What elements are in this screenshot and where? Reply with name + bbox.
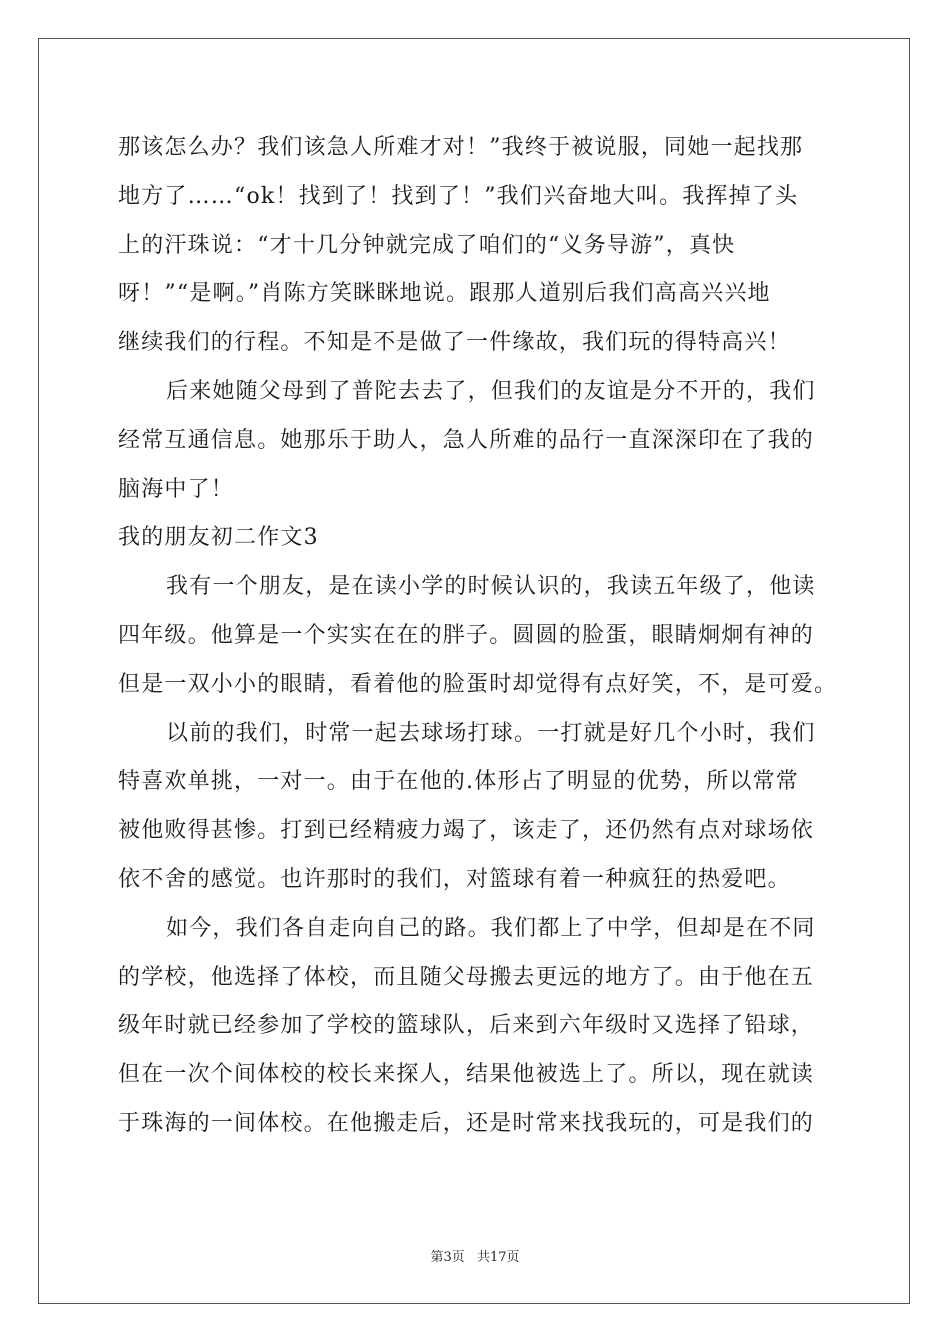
text-line: 依不舍的感觉。也许那时的我们，对篮球有着一种疯狂的热爱吧。: [118, 866, 791, 892]
section-heading: 我的朋友初二作文3: [118, 525, 319, 551]
text-line: 脑海中了！: [118, 476, 235, 502]
text-line: 但在一次个间体校的校长来探人，结果他被选上了。所以，现在就读: [118, 1062, 815, 1088]
text-line: 的学校，他选择了体校，而且随父母搬去更远的地方了。由于他在五: [118, 964, 815, 990]
document-body: [118, 124, 838, 1149]
text-line: 上的汗珠说：“才十几分钟就完成了咱们的“义务导游”，真快: [118, 232, 736, 258]
text-line: 呀！”“是啊。”肖陈方笑眯眯地说。跟那人道别后我们高高兴兴地: [118, 281, 771, 307]
text-line: 以前的我们，时常一起去球场打球。一打就是好几个小时，我们: [166, 720, 816, 746]
text-line: 我有一个朋友，是在读小学的时候认识的，我读五年级了，他读: [166, 574, 816, 600]
text-line: 经常互通信息。她那乐于助人，急人所难的品行一直深深印在了我的: [118, 427, 815, 453]
text-line: 但是一双小小的眼睛，看着他的脸蛋时却觉得有点好笑，不，是可爱。: [118, 671, 838, 697]
page-number: 第3页: [430, 1250, 465, 1265]
text-line: 继续我们的行程。不知是不是做了一件缘故，我们玩的得特高兴！: [118, 330, 791, 356]
page-total: 共17页: [476, 1250, 520, 1265]
text-line: 后来她随父母到了普陀去去了，但我们的友谊是分不开的，我们: [166, 378, 816, 404]
text-line: 如今，我们各自走向自己的路。我们都上了中学，但却是在不同: [166, 915, 816, 941]
page-footer: [0, 1246, 950, 1265]
text-line: 被他败得甚惨。打到已经精疲力竭了，该走了，还仍然有点对球场依: [118, 818, 815, 844]
text-line: 级年时就已经参加了学校的篮球队，后来到六年级时又选择了铅球，: [118, 1013, 815, 1039]
text-line: 四年级。他算是一个实实在在的胖子。圆圆的脸蛋，眼睛炯炯有神的: [118, 622, 815, 648]
text-line: 那该怎么办？我们该急人所难才对！”我终于被说服，同她一起找那: [118, 135, 804, 160]
text-line: 于珠海的一间体校。在他搬走后，还是时常来找我玩的，可是我们的: [118, 1110, 815, 1136]
text-line: 特喜欢单挑，一对一。由于在他的.体形占了明显的优势，所以常常: [118, 769, 799, 795]
text-line: 地方了……“ok！找到了！找到了！”我们兴奋地大叫。我挥掉了头: [118, 183, 799, 209]
